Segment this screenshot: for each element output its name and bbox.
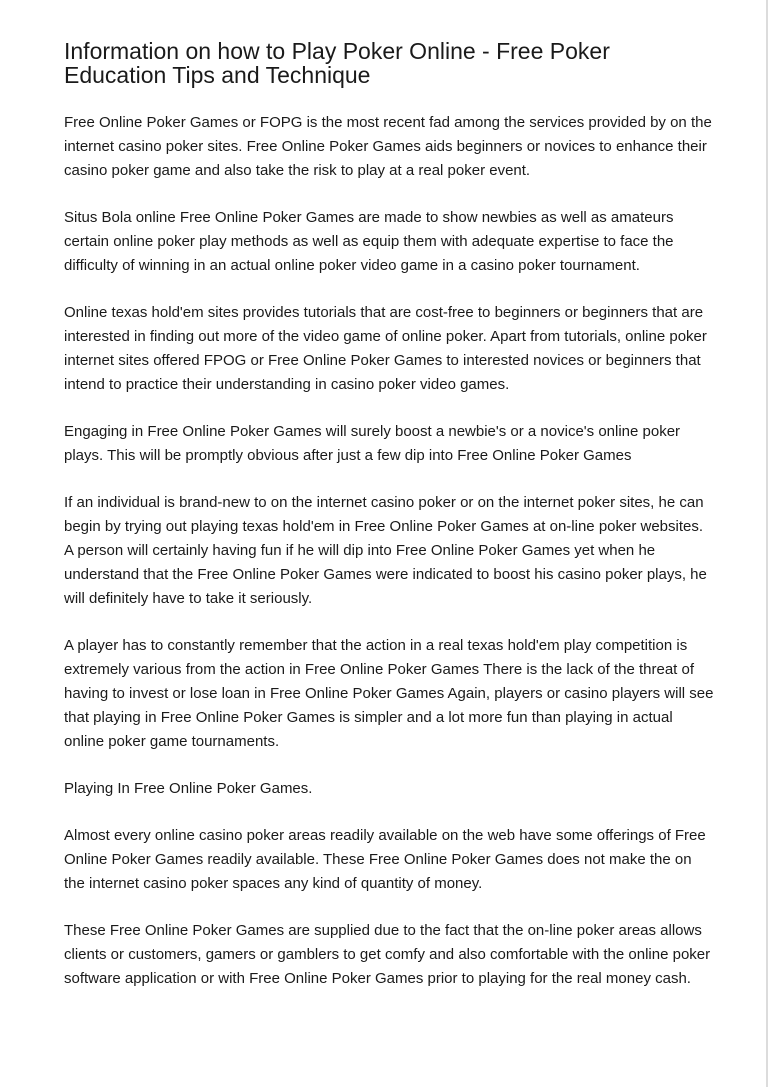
paragraph: Online texas hold'em sites provides tutorials that are cost-free to beginners or beginners that are interested in finding out more of the video game of online poker. Apart from tutorials, online poker internet sites offered FPOG or Free Online Poker Games to interested novices or beginners that intend to practice their understanding in casino poker video games. bbox=[64, 304, 707, 393]
page-title: Information on how to Play Poker Online - Free Poker Education Tips and Technique bbox=[64, 38, 610, 88]
paragraph: These Free Online Poker Games are supplied due to the fact that the on-line poker areas allows clients or customers, gamers or gamblers to get comfy and also comfortable with the online poker software application or with Free Online Poker Games prior to playing for the real money cash. bbox=[64, 922, 711, 987]
paragraph: Engaging in Free Online Poker Games will surely boost a newbie's or a novice's online poker plays. This will be promptly obvious after just a few dip into Free Online Poker Games bbox=[64, 423, 681, 464]
paragraph: Almost every online casino poker areas readily available on the web have some offerings of Free Online Poker Games readily available. These Free Online Poker Games does not make the on the internet casino poker spaces any kind of quantity of money. bbox=[64, 827, 706, 892]
paragraph: If an individual is brand-new to on the internet casino poker or on the internet poker sites, he can begin by trying out playing texas hold'em in Free Online Poker Games at on-line poker websites. A person will certainly having fun if he will dip into Free Online Poker Games yet when he understand that the Free Online Poker Games were indicated to boost his casino poker plays, he will definitely have to take it seriously. bbox=[64, 494, 707, 607]
paragraph: Situs Bola online Free Online Poker Games are made to show newbies as well as amateurs certain online poker play methods as well as equip them with adequate expertise to face the difficulty of winning in an actual online poker video game in a casino poker tournament. bbox=[64, 209, 674, 274]
paragraph: Free Online Poker Games or FOPG is the most recent fad among the services provided by on the internet casino poker sites. Free Online Poker Games aids beginners or novices to enhance their casino poker game and also take the risk to play at a real poker event. bbox=[64, 114, 712, 179]
document-body bbox=[64, 111, 714, 991]
section-heading: Playing In Free Online Poker Games. bbox=[64, 780, 313, 797]
document-content bbox=[64, 39, 714, 1014]
paragraph: A player has to constantly remember that the action in a real texas hold'em play competition is extremely various from the action in Free Online Poker Games There is the lack of the threat of having to invest or lose loan in Free Online Poker Games Again, players or casino players will see that playing in Free Online Poker Games is simpler and a lot more fun than playing in actual online poker game tournaments. bbox=[64, 637, 714, 750]
